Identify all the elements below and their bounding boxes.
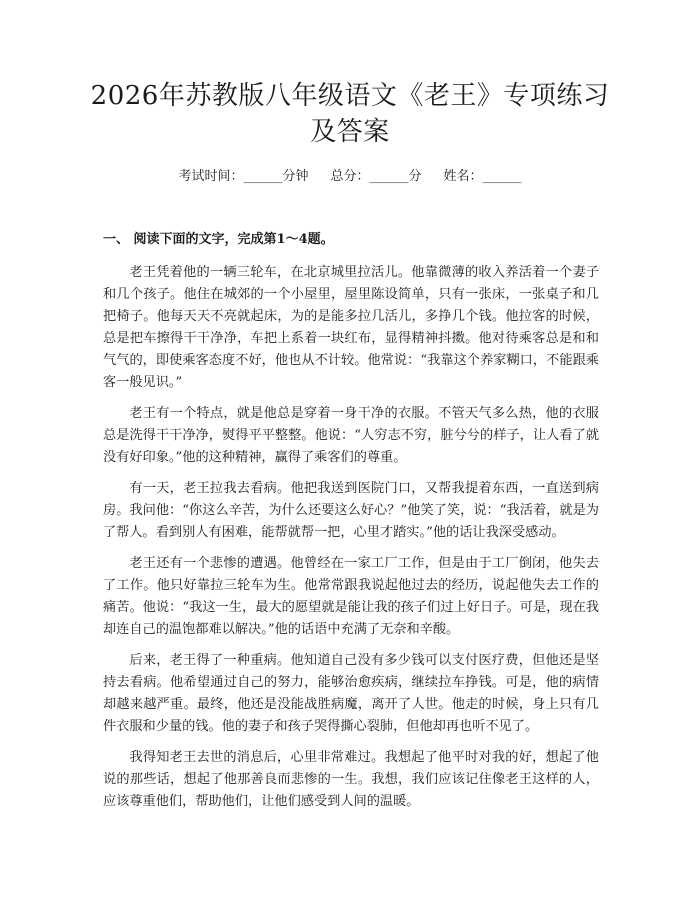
section-heading: 一、 阅读下面的文字，完成第1～4题。: [103, 232, 334, 247]
exam-score-label: 总分：______分: [330, 169, 422, 184]
passage-paragraph: 有一天，老王拉我去看病。他把我送到医院门口，又帮我提着东西，一直送到病房。我问他：“你这么辛苦，为什么还要这么好心？”他笑了笑，说：“我活着，就是为了帮人。看到别人有困难，能帮就帮一把，心里才踏实。”他的话让我深受感动。: [103, 481, 599, 540]
passage-paragraph: 老王还有一个悲惨的遭遇。他曾经在一家工厂工作，但是由于工厂倒闭，他失去了工作。他只好靠拉三轮车为生。他常常跟我说起他过去的经历，说起他失去工作的痛苦。他说：“我这一生，最大的愿望就是能让我的孩子们过上好日子。可是，现在我却连自己的温饱都难以解决。”他的话语中充满了无奈和辛酸。: [103, 556, 599, 637]
reading-passage: [103, 262, 599, 822]
document-title: 2026年苏教版八年级语文《老王》专项练习及答案: [90, 81, 610, 147]
passage-paragraph: 我得知老王去世的消息后，心里非常难过。我想起了他平时对我的好，想起了他说的那些话，想起了他那善良而悲惨的一生。我想，我们应该记住像老王这样的人，应该尊重他们，帮助他们，让他们感受到人间的温暖。: [103, 750, 599, 809]
exam-name-label: 姓名：______: [443, 169, 522, 184]
passage-paragraph: 后来，老王得了一种重病。他知道自己没有多少钱可以支付医疗费，但他还是坚持去看病。他希望通过自己的努力，能够治愈疾病，继续拉车挣钱。可是，他的病情却越来越严重。最终，他还是没能战胜病魔，离开了人世。他走的时候，身上只有几件衣服和少量的钱。他的妻子和孩子哭得撕心裂肺，但他却再也听不见了。: [103, 653, 599, 734]
exam-info: [0, 168, 700, 186]
passage-paragraph: 老王凭着他的一辆三轮车，在北京城里拉活儿。他靠微薄的收入养活着一个妻子和几个孩子。他住在城郊的一个小屋里，屋里陈设简单，只有一张床，一张桌子和几把椅子。他每天天不亮就起床，为的是能多拉几活儿，多挣几个钱。他拉客的时候，总是把车擦得干干净净，车把上系着一块红布，显得精神抖擞。他对待乘客总是和和气气的，即使乘客态度不好，他也从不计较。他常说：“我靠这个养家糊口，不能跟乘客一般见识。”: [103, 265, 599, 390]
exam-time-label: 考试时间：______分钟: [178, 169, 309, 184]
passage-paragraph: 老王有一个特点，就是他总是穿着一身干净的衣服。不管天气多么热，他的衣服总是洗得干干净净，熨得平平整整。他说：“人穷志不穷，脏兮兮的样子，让人看了就没有好印象。”他的这种精神，赢得了乘客们的尊重。: [103, 406, 599, 465]
